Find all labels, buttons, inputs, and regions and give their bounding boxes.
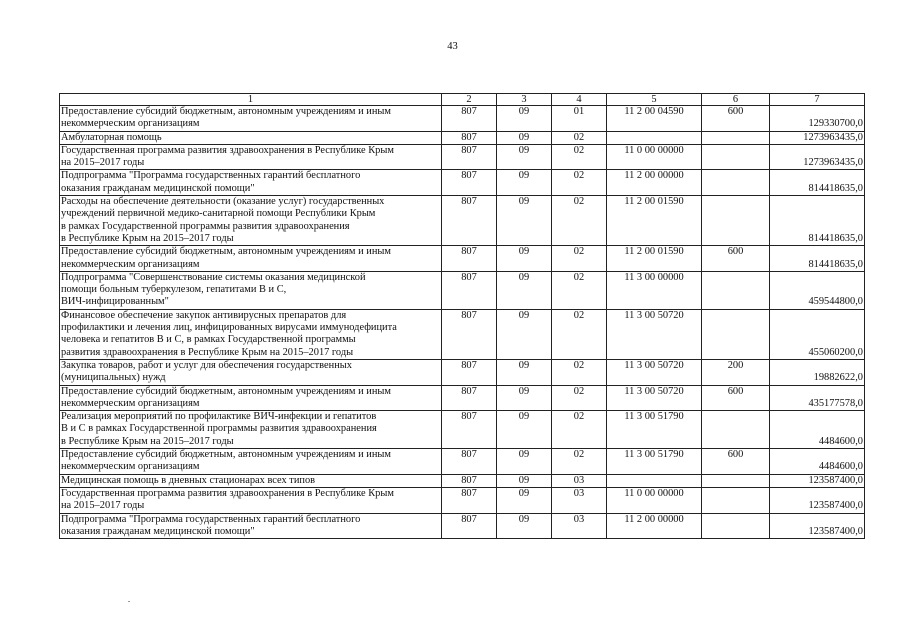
table-row [60,246,865,272]
cell-col6 [702,131,770,144]
cell-amount: 1273963435,0 [770,131,865,144]
cell-amount: 123587400,0 [770,513,865,539]
cell-col3: 09 [497,170,552,196]
cell-name [60,513,442,539]
cell-amount: 4484600,0 [770,449,865,475]
cell-name [60,385,442,411]
cell-col5: 11 2 00 04590 [607,106,702,132]
cell-name [60,309,442,359]
cell-col5: 11 2 00 00000 [607,170,702,196]
cell-col3: 09 [497,474,552,487]
header-cell-1: 1 [60,94,442,106]
cell-name-line: Расходы на обеспечение деятельности (оказание услуг) государственных [61,196,385,208]
cell-col5: 11 3 00 50720 [607,385,702,411]
cell-name-line: профилактики и лечения лиц, инфицированных вирусами иммунодефицита [61,322,397,334]
cell-col5: 11 3 00 50720 [607,359,702,385]
cell-col5: 11 2 00 01590 [607,196,702,246]
cell-col3: 09 [497,246,552,272]
cell-name-line: Медицинская помощь в дневных стационарах всех типов [61,474,316,486]
cell-col6 [702,513,770,539]
cell-name-line: Предоставление субсидий бюджетным, автономным учреждениям и иным [61,449,391,461]
cell-col5 [607,474,702,487]
table-row [60,449,865,475]
cell-amount: 814418635,0 [770,170,865,196]
cell-name [60,106,442,132]
cell-col5: 11 0 00 00000 [607,487,702,513]
cell-col2: 807 [442,170,497,196]
header-cell-3: 3 [497,94,552,106]
cell-col2: 807 [442,106,497,132]
cell-name-line: развития здравоохранения в Республике Крым на 2015–2017 годы [61,346,354,358]
table-row [60,385,865,411]
budget-table [59,93,865,539]
cell-name-line: некоммерческим организациям [61,461,200,473]
cell-name-line: некоммерческим организациям [61,258,200,270]
cell-name-line: Предоставление субсидий бюджетным, автономным учреждениям и иным [61,385,391,397]
cell-name [60,359,442,385]
table-row [60,144,865,170]
cell-col6: 600 [702,385,770,411]
cell-col3: 09 [497,487,552,513]
cell-name-line: некоммерческим организациям [61,118,200,130]
cell-col3: 09 [497,411,552,449]
cell-col6 [702,411,770,449]
cell-amount: 123587400,0 [770,474,865,487]
cell-col6 [702,271,770,309]
cell-col2: 807 [442,309,497,359]
cell-col4: 02 [552,131,607,144]
cell-amount: 814418635,0 [770,246,865,272]
cell-col4: 02 [552,144,607,170]
cell-name-line: Закупка товаров, работ и услуг для обеспечения государственных [61,359,352,371]
cell-amount: 459544800,0 [770,271,865,309]
cell-col4: 03 [552,513,607,539]
cell-name [60,474,442,487]
cell-col4: 02 [552,271,607,309]
cell-name-line: некоммерческим организациям [61,397,200,409]
cell-col4: 02 [552,411,607,449]
cell-name-line: в Республике Крым на 2015–2017 годы [61,232,234,244]
cell-name [60,411,442,449]
cell-name [60,196,442,246]
cell-name-line: Подпрограмма "Совершенствование системы оказания медицинской [61,271,366,283]
cell-col5: 11 3 00 00000 [607,271,702,309]
table-row [60,106,865,132]
cell-name-line: в Республике Крым на 2015–2017 годы [61,435,234,447]
cell-col3: 09 [497,385,552,411]
table-row [60,474,865,487]
cell-col3: 09 [497,196,552,246]
table-row [60,309,865,359]
header-cell-2: 2 [442,94,497,106]
cell-col2: 807 [442,246,497,272]
cell-name-line: Предоставление субсидий бюджетным, автономным учреждениям и иным [61,106,391,117]
table-row [60,170,865,196]
table-row [60,196,865,246]
cell-name [60,170,442,196]
cell-amount: 19882622,0 [770,359,865,385]
cell-col3: 09 [497,359,552,385]
cell-amount: 455060200,0 [770,309,865,359]
cell-col3: 09 [497,309,552,359]
cell-name-line: в рамках Государственной программы развития здравоохранения [61,220,350,232]
cell-amount: 814418635,0 [770,196,865,246]
cell-col5: 11 3 00 51790 [607,449,702,475]
cell-col5: 11 2 00 00000 [607,513,702,539]
cell-col6 [702,487,770,513]
cell-name-line: В и С в рамках Государственной программы развития здравоохранения [61,423,377,435]
cell-col3: 09 [497,144,552,170]
cell-name [60,487,442,513]
cell-col2: 807 [442,359,497,385]
cell-col2: 807 [442,474,497,487]
cell-name-line: Государственная программа развития здравоохранения в Республике Крым [61,144,394,156]
cell-amount: 435177578,0 [770,385,865,411]
page-number: 43 [447,41,458,52]
cell-col2: 807 [442,196,497,246]
table-body [60,94,865,539]
header-cell-4: 4 [552,94,607,106]
cell-name-line: оказания гражданам медицинской помощи" [61,182,255,194]
cell-col4: 02 [552,309,607,359]
table-row [60,411,865,449]
cell-name-line: учреждений первичной медико-санитарной помощи Республики Крым [61,208,376,220]
cell-col2: 807 [442,131,497,144]
header-cell-7: 7 [770,94,865,106]
cell-col4: 02 [552,385,607,411]
cell-col6: 600 [702,449,770,475]
cell-col3: 09 [497,131,552,144]
cell-col5: 11 2 00 01590 [607,246,702,272]
cell-amount: 4484600,0 [770,411,865,449]
table-row [60,271,865,309]
table-row [60,359,865,385]
cell-col6: 600 [702,106,770,132]
cell-col6 [702,309,770,359]
cell-name-line: оказания гражданам медицинской помощи" [61,525,255,537]
cell-col5: 11 0 00 00000 [607,144,702,170]
cell-name-line: ВИЧ-инфицированным" [61,296,169,308]
table-row [60,131,865,144]
cell-name-line: Подпрограмма "Программа государственных гарантий бесплатного [61,170,361,182]
cell-name-line: Государственная программа развития здравоохранения в Республике Крым [61,487,394,499]
cell-name-line: на 2015–2017 годы [61,157,145,169]
cell-col3: 09 [497,513,552,539]
scan-speck [128,601,130,602]
cell-col2: 807 [442,487,497,513]
cell-name [60,246,442,272]
cell-col2: 807 [442,513,497,539]
cell-col2: 807 [442,271,497,309]
cell-name [60,144,442,170]
cell-name-line: Амбулаторная помощь [61,131,162,143]
cell-col5 [607,131,702,144]
cell-col6 [702,170,770,196]
cell-col2: 807 [442,385,497,411]
cell-col4: 01 [552,106,607,132]
cell-name-line: Подпрограмма "Программа государственных гарантий бесплатного [61,513,361,525]
cell-col2: 807 [442,411,497,449]
cell-col4: 02 [552,449,607,475]
cell-col6: 200 [702,359,770,385]
cell-col2: 807 [442,449,497,475]
cell-name [60,271,442,309]
cell-col3: 09 [497,106,552,132]
cell-col6 [702,474,770,487]
cell-col6: 600 [702,246,770,272]
header-cell-6: 6 [702,94,770,106]
cell-col4: 02 [552,246,607,272]
cell-col4: 03 [552,474,607,487]
cell-name-line: помощи больным туберкулезом, гепатитами В и С, [61,284,287,296]
cell-amount: 129330700,0 [770,106,865,132]
cell-name-line: (муниципальных) нужд [61,372,166,384]
cell-amount: 1273963435,0 [770,144,865,170]
cell-name [60,131,442,144]
cell-col6 [702,144,770,170]
cell-name-line: на 2015–2017 годы [61,500,145,512]
table-row [60,513,865,539]
cell-col3: 09 [497,271,552,309]
cell-col2: 807 [442,144,497,170]
cell-col6 [702,196,770,246]
cell-col4: 02 [552,170,607,196]
cell-amount: 123587400,0 [770,487,865,513]
cell-col5: 11 3 00 51790 [607,411,702,449]
table-row [60,487,865,513]
cell-col4: 03 [552,487,607,513]
cell-name [60,449,442,475]
cell-col4: 02 [552,359,607,385]
table-header-row [60,94,865,106]
cell-name-line: Реализация мероприятий по профилактике ВИЧ-инфекции и гепатитов [61,411,377,423]
cell-col4: 02 [552,196,607,246]
cell-col5: 11 3 00 50720 [607,309,702,359]
cell-name-line: человека и гепатитов В и С, в рамках Государственной программы [61,334,356,346]
header-cell-5: 5 [607,94,702,106]
cell-name-line: Предоставление субсидий бюджетным, автономным учреждениям и иным [61,246,391,258]
cell-name-line: Финансовое обеспечение закупок антивирусных препаратов для [61,309,347,321]
cell-col3: 09 [497,449,552,475]
